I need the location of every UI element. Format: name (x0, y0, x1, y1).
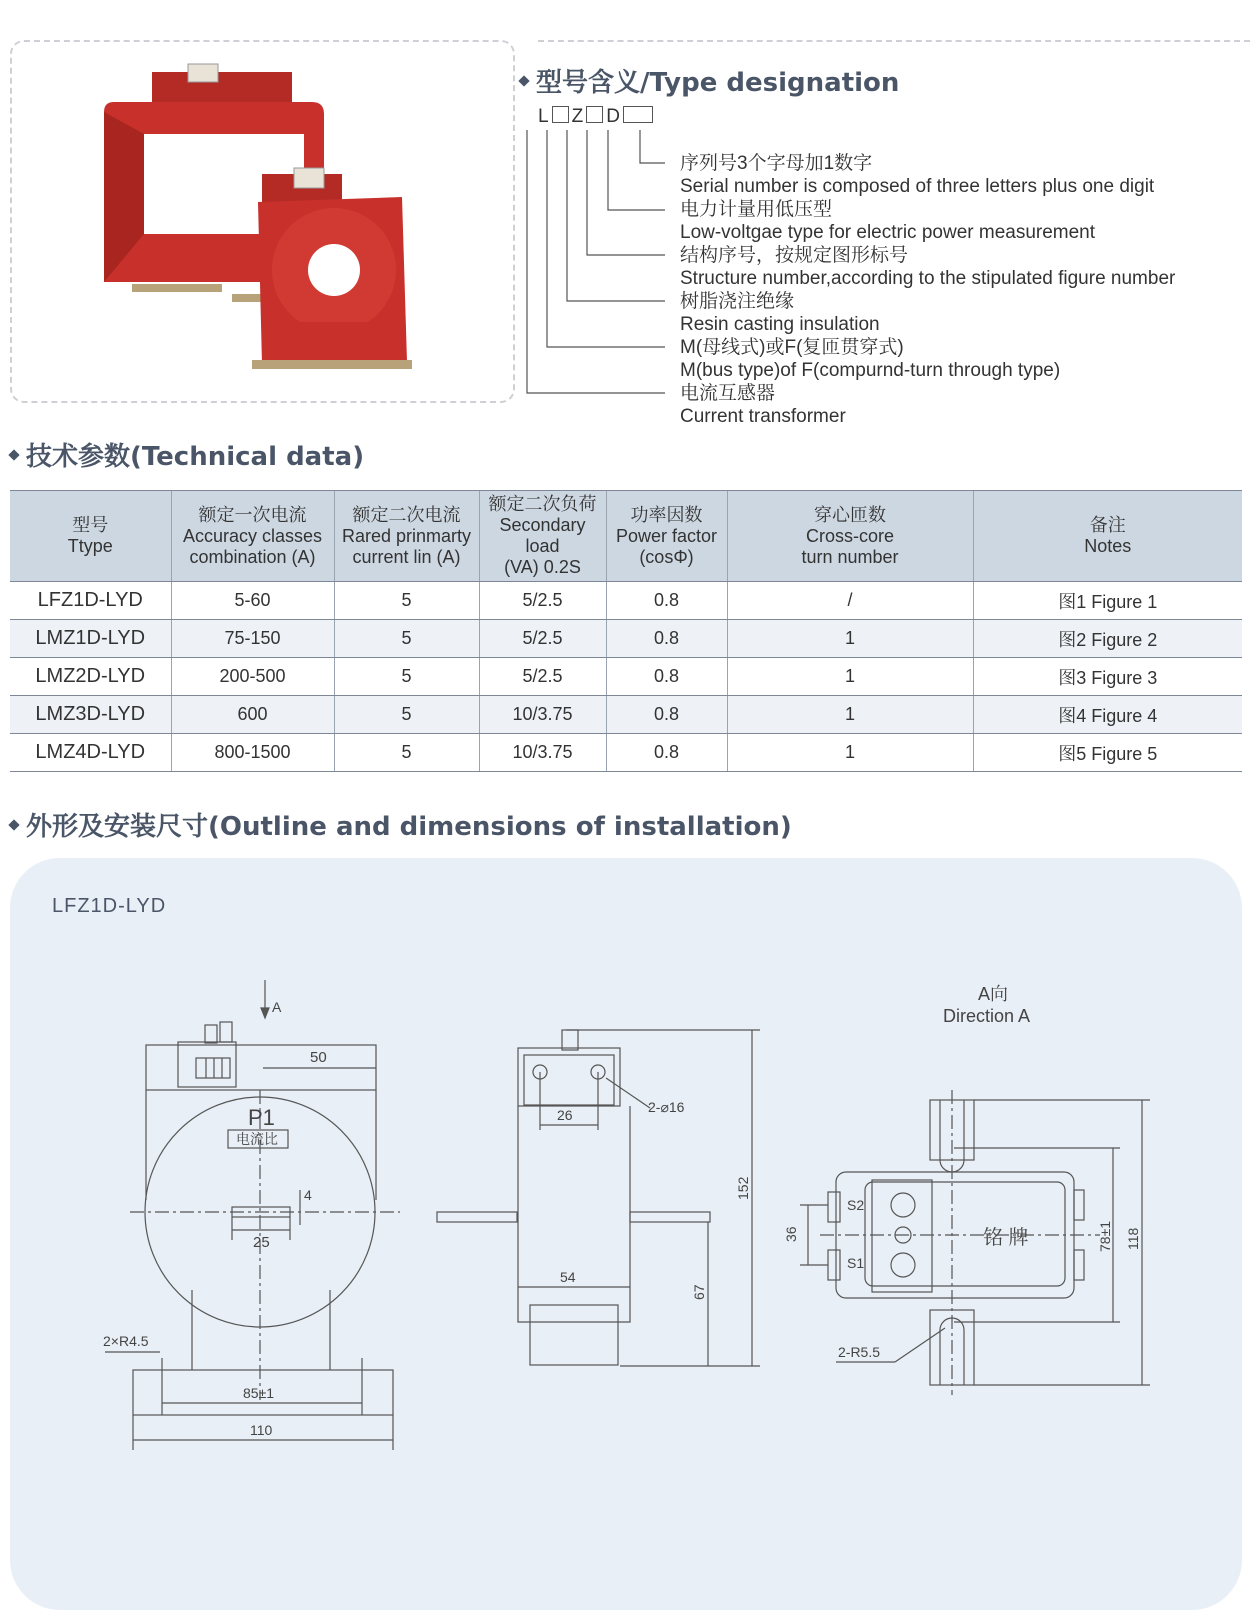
cell-secondary-load: 10/3.75 (479, 696, 606, 734)
label-nameplate: 铭 牌 (983, 1227, 1029, 1249)
cell-power-factor: 0.8 (606, 734, 727, 772)
label-front-radius: 2×R4.5 (103, 1333, 149, 1349)
cell-power-factor: 0.8 (606, 658, 727, 696)
designation-item: 树脂浇注绝缘 Resin casting insulation (680, 291, 880, 335)
header-secondary-load: 额定二次负荷 Secondary load (VA) 0.2S (479, 491, 606, 582)
header-secondary-current: 额定二次电流 Rared prinmarty current lin (A) (334, 491, 479, 582)
header-model: 型号 Ttype (10, 491, 171, 582)
cell-turn-number: 1 (727, 658, 973, 696)
drawing-model-label: LFZ1D-LYD (52, 895, 167, 917)
cell-turn-number: 1 (727, 734, 973, 772)
header-turn-number: 穿心匝数 Cross-core turn number (727, 491, 973, 582)
designation-item: 电力计量用低压型 Low-voltgae type for electric power measurement (680, 199, 1096, 243)
label-p1: P1 (248, 1105, 275, 1130)
cell-primary-current: 600 (171, 696, 334, 734)
header-notes: 备注 Notes (973, 491, 1242, 582)
cell-notes: 图4 Figure 4 (973, 696, 1242, 734)
designation-item: 序列号3个字母加1数字 Serial number is composed of three letters plus one digit (680, 153, 1155, 197)
cell-model: LMZ1D-LYD (10, 620, 171, 658)
label-holes: 2-⌀16 (648, 1099, 685, 1115)
cell-secondary-load: 10/3.75 (479, 734, 606, 772)
cell-primary-current: 75-150 (171, 620, 334, 658)
label-dim-50: 50 (310, 1049, 327, 1066)
label-dim-110: 110 (250, 1422, 273, 1438)
label-direction-en: Direction A (943, 1006, 1031, 1026)
cell-notes: 图5 Figure 5 (973, 734, 1242, 772)
cell-primary-current: 200-500 (171, 658, 334, 696)
label-dim-4: 4 (304, 1187, 312, 1203)
label-ratio: 电流比 (236, 1131, 278, 1147)
cell-model: LMZ2D-LYD (10, 658, 171, 696)
cell-primary-current: 800-1500 (171, 734, 334, 772)
label-dim-152: 152 (735, 1176, 751, 1200)
cell-secondary-current: 5 (334, 734, 479, 772)
outline-title: 外形及安装尺寸(Outline and dimensions of installation) (10, 806, 792, 843)
cell-secondary-current: 5 (334, 696, 479, 734)
cell-secondary-current: 5 (334, 658, 479, 696)
cell-power-factor: 0.8 (606, 696, 727, 734)
technical-data-title: 技术参数(Technical data) (10, 436, 364, 473)
front-view (105, 980, 400, 1450)
cell-model: LMZ4D-LYD (10, 734, 171, 772)
header-primary-current: 额定一次电流 Accuracy classes combination (A) (171, 491, 334, 582)
cell-secondary-load: 5/2.5 (479, 620, 606, 658)
label-dim-36: 36 (783, 1226, 799, 1242)
cell-turn-number: 1 (727, 696, 973, 734)
cell-secondary-load: 5/2.5 (479, 582, 606, 620)
label-s1: S1 (847, 1255, 865, 1271)
cell-turn-number: / (727, 582, 973, 620)
code-letter-z: Z (571, 106, 584, 127)
label-dim-54: 54 (560, 1269, 576, 1285)
cell-notes: 图3 Figure 3 (973, 658, 1242, 696)
label-dim-78: 78±1 (1097, 1220, 1113, 1252)
label-dim-26: 26 (557, 1107, 573, 1123)
designation-item: 电流互感器 Current transformer (680, 383, 846, 427)
label-direction-radius: 2-R5.5 (838, 1344, 881, 1360)
label-dim-118: 118 (1125, 1227, 1141, 1250)
code-letter-d: D (606, 106, 620, 127)
label-dim-67: 67 (691, 1284, 707, 1300)
designation-item: 结构序号，按规定图形标号 Structure number,according to the stipulated figure number (680, 245, 1176, 289)
cell-secondary-load: 5/2.5 (479, 658, 606, 696)
cell-notes: 图1 Figure 1 (973, 582, 1242, 620)
designation-item: M(母线式)或F(复匝贯穿式) M(bus type)of F(compurnd-turn through type) (680, 337, 1061, 381)
cell-power-factor: 0.8 (606, 620, 727, 658)
cell-model: LFZ1D-LYD (10, 582, 171, 620)
cell-notes: 图2 Figure 2 (973, 620, 1242, 658)
cell-turn-number: 1 (727, 620, 973, 658)
label-direction-zh: A向 (978, 984, 1009, 1004)
label-arrow-a: A (272, 999, 282, 1015)
side-view (437, 1030, 760, 1366)
label-dim-85: 85±1 (243, 1385, 275, 1401)
type-designation-title: 型号含义/Type designation (520, 62, 899, 99)
code-letter-l: L (538, 106, 549, 127)
label-s2: S2 (847, 1197, 865, 1213)
header-power-factor: 功率因数 Power factor (cosΦ) (606, 491, 727, 582)
cell-primary-current: 5-60 (171, 582, 334, 620)
label-dim-25: 25 (253, 1234, 270, 1251)
cell-power-factor: 0.8 (606, 582, 727, 620)
cell-secondary-current: 5 (334, 582, 479, 620)
cell-secondary-current: 5 (334, 620, 479, 658)
cell-model: LMZ3D-LYD (10, 696, 171, 734)
